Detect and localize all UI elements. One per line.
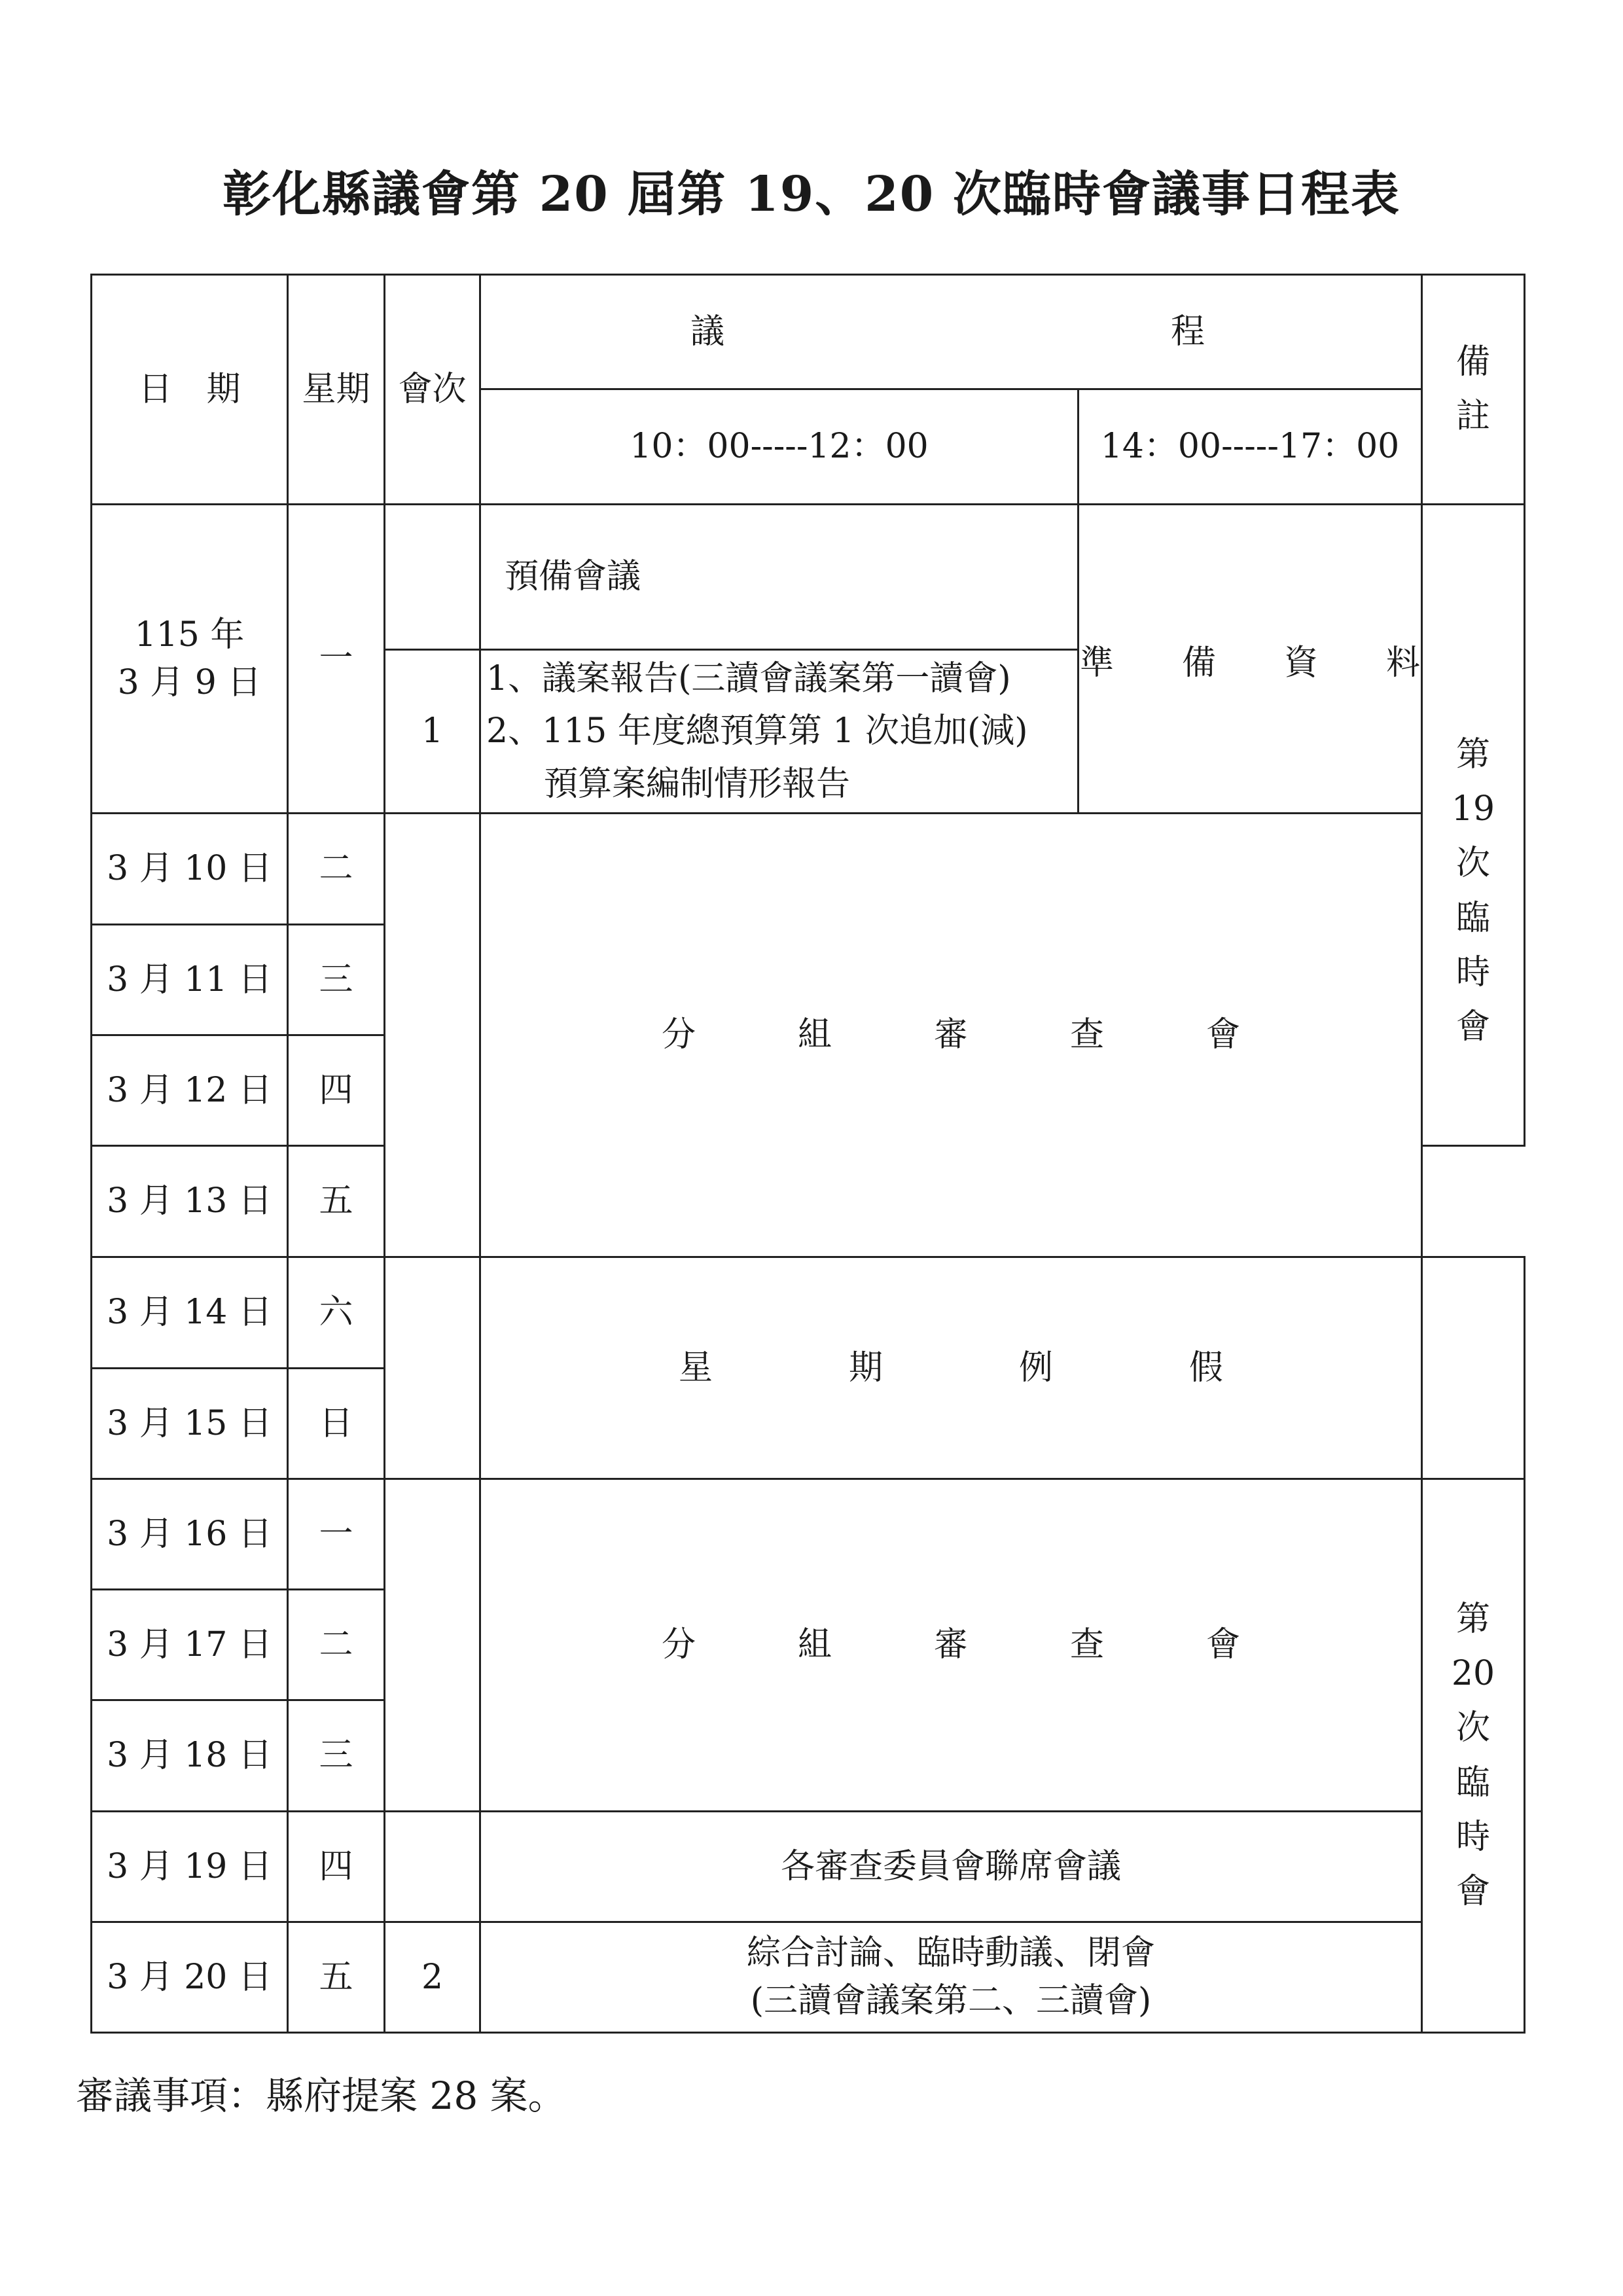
header-morning: 10：00-----12：00 [480, 389, 1079, 505]
remarks-session-19 [1422, 505, 1525, 1146]
closing-session [480, 1922, 1422, 2033]
remarks-19-c3: 次 [1455, 844, 1490, 884]
weekday-cell: 一 [288, 505, 385, 814]
remarks-20-c3: 次 [1455, 1708, 1490, 1748]
date-cell: 3 月 19 日 [92, 1812, 288, 1922]
remarks-20-c1: 第 [1455, 1599, 1490, 1639]
remarks-session-20 [1422, 1479, 1525, 2033]
agenda-items [480, 650, 1079, 814]
remarks-20-c2: 20 [1451, 1654, 1495, 1694]
date-cell: 3 月 15 日 [92, 1369, 288, 1479]
header-afternoon: 14：00-----17：00 [1079, 389, 1422, 505]
session-cell [385, 1812, 480, 1922]
remarks-19-c1: 第 [1455, 735, 1490, 774]
group-review-1: 分 組 審 查 會 [480, 814, 1422, 1257]
date-year: 115 年 [134, 615, 245, 655]
row-mar-16 [92, 1479, 1525, 1590]
page-title: 彰化縣議會第 20 屆第 19、20 次臨時會議事日程表 [223, 166, 1400, 223]
weekend-holiday: 星 期 例 假 [480, 1257, 1422, 1479]
weekday-cell: 五 [288, 1146, 385, 1257]
weekday-cell: 一 [288, 1479, 385, 1590]
header-weekday: 星期 [288, 275, 385, 505]
date-cell: 3 月 14 日 [92, 1257, 288, 1369]
session-cell [385, 1479, 480, 1812]
agenda-item-2: 2、115 年度總預算第 1 次追加(減) [486, 711, 1028, 751]
weekday-cell: 二 [288, 814, 385, 925]
date-cell: 3 月 20 日 [92, 1922, 288, 2033]
weekday-cell: 三 [288, 925, 385, 1035]
remarks-empty [1422, 1257, 1525, 1479]
date-cell: 3 月 18 日 [92, 1700, 288, 1812]
header-session: 會次 [385, 275, 480, 505]
session-cell [385, 814, 480, 1257]
session-cell [385, 505, 480, 650]
weekday-cell: 三 [288, 1700, 385, 1812]
date-cell: 3 月 10 日 [92, 814, 288, 925]
date-cell: 3 月 12 日 [92, 1035, 288, 1146]
date-cell: 3 月 16 日 [92, 1479, 288, 1590]
remarks-20-c6: 會 [1455, 1871, 1490, 1911]
weekday-cell: 日 [288, 1369, 385, 1479]
row-mar-19 [92, 1812, 1525, 1922]
prep-meeting: 預備會議 [480, 505, 1079, 650]
weekday-cell: 四 [288, 1035, 385, 1146]
schedule-table [90, 274, 1525, 2034]
afternoon-prep: 準 備 資 料 [1079, 505, 1422, 814]
remarks-19-c5: 時 [1455, 952, 1490, 992]
row-mar-20 [92, 1922, 1525, 2033]
agenda-item-2-cont: 預算案編制情形報告 [544, 764, 851, 804]
remarks-19-c6: 會 [1455, 1007, 1490, 1047]
date-cell: 3 月 17 日 [92, 1590, 288, 1700]
date-cell: 3 月 13 日 [92, 1146, 288, 1257]
joint-committee-meeting: 各審查委員會聯席會議 [480, 1812, 1422, 1922]
agenda-item-1: 1、議案報告(三讀會議案第一讀會) [486, 658, 1011, 698]
weekday-cell: 五 [288, 1922, 385, 2033]
weekday-cell: 四 [288, 1812, 385, 1922]
session-cell: 1 [385, 650, 480, 814]
header-agenda-left: 議 [690, 312, 725, 351]
date-day: 3 月 9 日 [117, 662, 262, 702]
row-mar-9-a [92, 505, 1525, 650]
weekday-cell: 二 [288, 1590, 385, 1700]
closing-line-1: 綜合討論、臨時動議、閉會 [746, 1933, 1155, 1973]
session-cell: 2 [385, 1922, 480, 2033]
header-remarks-line1: 備 [1455, 342, 1490, 382]
header-row-1 [92, 275, 1525, 389]
group-review-2: 分 組 審 查 會 [480, 1479, 1422, 1812]
header-remarks-line2: 註 [1455, 397, 1490, 436]
closing-line-2: (三讀會議案第二、三讀會) [750, 1981, 1152, 2020]
date-cell: 3 月 11 日 [92, 925, 288, 1035]
remarks-19-c2: 19 [1451, 789, 1495, 829]
row-mar-10 [92, 814, 1525, 925]
header-agenda-right: 程 [1170, 312, 1205, 351]
header-agenda [480, 275, 1422, 389]
header-date: 日 期 [92, 275, 288, 505]
row-mar-14 [92, 1257, 1525, 1369]
review-items-note: 審議事項：縣府提案 28 案。 [76, 2073, 566, 2118]
session-cell [385, 1257, 480, 1479]
remarks-20-c4: 臨 [1455, 1763, 1490, 1803]
date-cell [92, 505, 288, 814]
header-remarks [1422, 275, 1525, 505]
weekday-cell: 六 [288, 1257, 385, 1369]
remarks-19-c4: 臨 [1455, 898, 1490, 938]
remarks-20-c5: 時 [1455, 1817, 1490, 1857]
